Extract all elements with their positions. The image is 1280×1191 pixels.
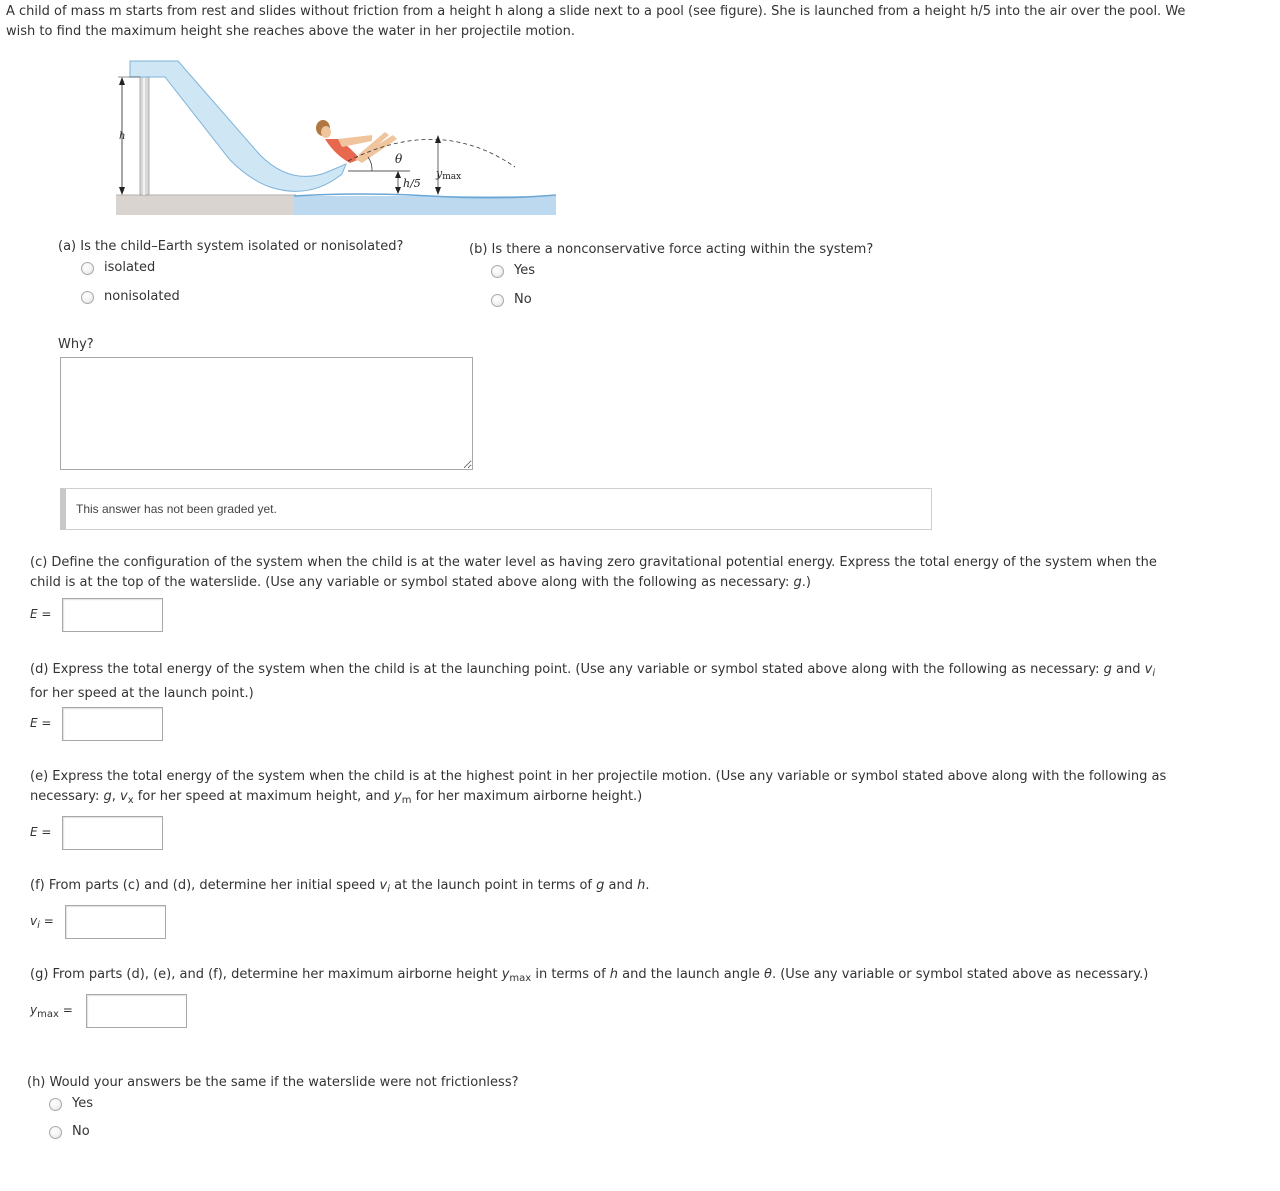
part-b-option-yes[interactable] bbox=[491, 263, 535, 279]
label-nonisolated: nonisolated bbox=[104, 289, 180, 304]
problem-intro bbox=[6, 2, 1266, 42]
radio-b-yes[interactable] bbox=[491, 265, 504, 278]
label-h-yes: Yes bbox=[72, 1096, 93, 1111]
part-d-eq-label: E = bbox=[30, 716, 52, 730]
part-f-eq-label: $v_i$ = bbox=[30, 914, 54, 931]
label-b-no: No bbox=[514, 292, 532, 307]
part-a-question: (a) Is the child–Earth system isolated or nonisolated? bbox=[58, 239, 404, 254]
part-d-question: (d) Express the total energy of the system when the child is at the launching point. (Use any variable or symbol stated above along with the following as necessary: g and $v_i$ for her speed at the launch point.) bbox=[30, 662, 1156, 701]
part-c-question: (c) Define the configuration of the system when the child is at the water level as having zero gravitational potential energy. Express the total energy of the system when the child is at the top of the waterslide. (Use any variable or symbol stated above along with the following as necessary: g.) bbox=[30, 555, 1157, 590]
water-slide bbox=[130, 61, 346, 191]
launch-angle-label: θ bbox=[395, 152, 403, 166]
problem-intro-line2: wish to find the maximum height she reaches above the water in her projectile motion. bbox=[6, 24, 575, 39]
part-e-question: (e) Express the total energy of the system when the child is at the highest point in her projectile motion. (Use any variable or symbol stated above along with the following as necessary: g, $v_x$ for her speed at maximum height, and $y_m$ for her maximum airborne height.) bbox=[30, 769, 1167, 806]
part-e-answer-input[interactable] bbox=[62, 816, 163, 850]
part-b-question: (b) Is there a nonconservative force acting within the system? bbox=[469, 242, 874, 257]
ymax-label: ymax bbox=[436, 167, 462, 182]
part-b-option-no[interactable] bbox=[491, 292, 532, 308]
why-textarea[interactable] bbox=[60, 357, 473, 470]
launch-height-label: h/5 bbox=[403, 177, 421, 190]
why-label: Why? bbox=[58, 337, 94, 352]
problem-intro-line1: A child of mass m starts from rest and slides without friction from a height h along a slide next to a pool (see figure). She is launched from a height h/5 into the air over the pool. We bbox=[6, 4, 1186, 19]
label-h-no: No bbox=[72, 1124, 90, 1139]
part-h-question: (h) Would your answers be the same if the waterslide were not frictionless? bbox=[27, 1075, 519, 1090]
radio-isolated[interactable] bbox=[81, 262, 94, 275]
part-c-answer-input[interactable] bbox=[62, 598, 163, 632]
part-a-option-isolated[interactable] bbox=[81, 260, 155, 276]
grading-status-note: This answer has not been graded yet. bbox=[60, 488, 932, 530]
radio-b-no[interactable] bbox=[491, 294, 504, 307]
pool-water bbox=[294, 196, 556, 215]
part-h-option-yes[interactable] bbox=[49, 1096, 93, 1112]
part-c-eq-label: E = bbox=[30, 607, 52, 621]
part-h-option-no[interactable] bbox=[49, 1124, 90, 1140]
part-a-option-nonisolated[interactable] bbox=[81, 289, 180, 305]
radio-nonisolated[interactable] bbox=[81, 291, 94, 304]
radio-h-yes[interactable] bbox=[49, 1098, 62, 1111]
radio-h-no[interactable] bbox=[49, 1126, 62, 1139]
pool-deck bbox=[116, 195, 296, 215]
label-isolated: isolated bbox=[104, 260, 156, 275]
height-h-label: h bbox=[119, 131, 126, 142]
part-g-answer-input[interactable] bbox=[86, 994, 187, 1028]
part-d-answer-input[interactable] bbox=[62, 707, 163, 741]
part-e-eq-label: E = bbox=[30, 825, 52, 839]
part-g-question: (g) From parts (d), (e), and (f), determine her maximum airborne height $y_{max}$ in terms of h and the launch angle θ. (Use any variable or symbol stated above as necessary.) bbox=[30, 967, 1149, 984]
part-g-eq-label: $y_{max}$ = bbox=[30, 1003, 73, 1020]
part-f-question: (f) From parts (c) and (d), determine her initial speed $v_i$ at the launch point in terms of g and h. bbox=[30, 878, 650, 895]
label-b-yes: Yes bbox=[514, 263, 535, 278]
part-f-answer-input[interactable] bbox=[65, 905, 166, 939]
waterslide-figure bbox=[110, 55, 570, 220]
